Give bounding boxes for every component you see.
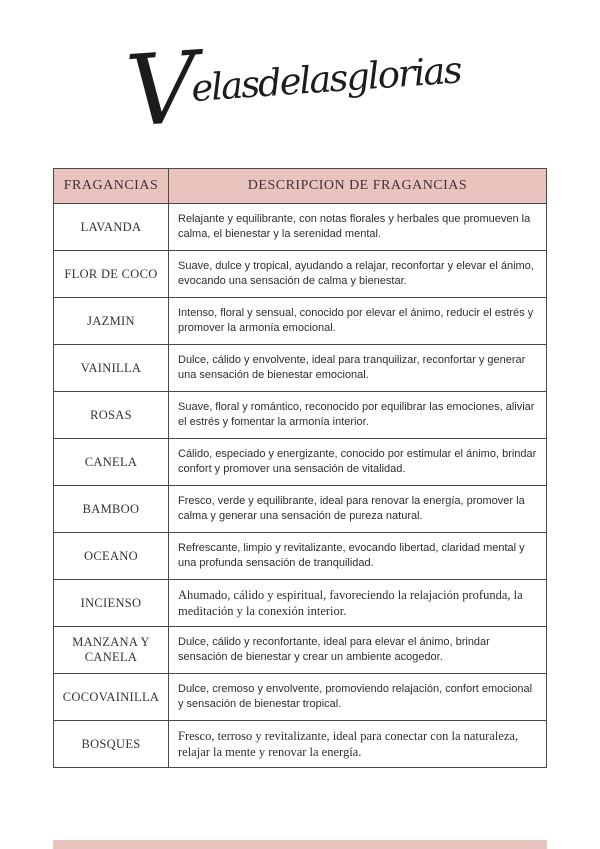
brand-logo: [122, 6, 464, 151]
fragrance-description: Dulce, cálido y envolvente, ideal para tranquilizar, reconfortar y generar una sensación de bienestar emocional.: [169, 345, 547, 392]
fragrance-name: COCOVAINILLA: [54, 674, 169, 721]
table-row: [54, 298, 547, 345]
table-row: [54, 439, 547, 486]
fragrance-table-container: [53, 168, 547, 768]
table-row: [54, 533, 547, 580]
fragrance-name: INCIENSO: [54, 580, 169, 627]
header-row: [54, 169, 547, 204]
brand-logo-initial: V: [122, 31, 196, 150]
fragrance-name: CANELA: [54, 439, 169, 486]
fragrance-name: FLOR DE COCO: [54, 251, 169, 298]
header-fragancias: FRAGANCIAS: [54, 169, 169, 204]
fragrance-description: Refrescante, limpio y revitalizante, evocando libertad, claridad mental y una profunda sensación de tranquilidad.: [169, 533, 547, 580]
fragrance-name: MANZANA Y CANELA: [54, 627, 169, 674]
table-row: [54, 486, 547, 533]
fragrance-description: Relajante y equilibrante, con notas florales y herbales que promueven la calma, el bienestar y la serenidad mental.: [169, 204, 547, 251]
fragrance-name: BAMBOO: [54, 486, 169, 533]
header-descripcion: DESCRIPCION DE FRAGANCIAS: [169, 169, 547, 204]
fragrance-description: Fresco, verde y equilibrante, ideal para renovar la energía, promover la calma y generar una sensación de pureza natural.: [169, 486, 547, 533]
table-row: [54, 674, 547, 721]
fragrance-name: LAVANDA: [54, 204, 169, 251]
fragrance-description: Dulce, cálido y reconfortante, ideal para elevar el ánimo, brindar sensación de bienestar y crear un ambiente acogedor.: [169, 627, 547, 674]
fragrance-description: Cálido, especiado y energizante, conocido por estimular el ánimo, brindar confort y promover una sensación de vitalidad.: [169, 439, 547, 486]
table-row: [54, 627, 547, 674]
fragrance-description: Dulce, cremoso y envolvente, promoviendo relajación, confort emocional y sensación de bienestar tropical.: [169, 674, 547, 721]
fragrance-description: Intenso, floral y sensual, conocido por elevar el ánimo, reducir el estrés y promover la armonía emocional.: [169, 298, 547, 345]
fragrance-name: ROSAS: [54, 392, 169, 439]
fragrance-table-body: [54, 204, 547, 768]
fragrance-description: Fresco, terroso y revitalizante, ideal para conectar con la naturaleza, relajar la mente y renovar la energía.: [169, 721, 547, 768]
brand-logo-text: elasdelasglorias: [189, 48, 462, 111]
fragrance-description: Suave, floral y romántico, reconocido por equilibrar las emociones, aliviar el estrés y fomentar la armonía interior.: [169, 392, 547, 439]
table-row: [54, 204, 547, 251]
table-row: [54, 251, 547, 298]
fragrance-description: Ahumado, cálido y espiritual, favoreciendo la relajación profunda, la meditación y la conexión interior.: [169, 580, 547, 627]
table-row: [54, 345, 547, 392]
fragrance-name: OCEANO: [54, 533, 169, 580]
table-row: [54, 580, 547, 627]
footer-accent-bar: [53, 840, 547, 849]
fragrance-table: [53, 168, 547, 768]
fragrance-description: Suave, dulce y tropical, ayudando a relajar, reconfortar y elevar el ánimo, evocando una sensación de calma y bienestar.: [169, 251, 547, 298]
table-row: [54, 721, 547, 768]
fragrance-table-header: [54, 169, 547, 204]
fragrance-name: JAZMIN: [54, 298, 169, 345]
table-row: [54, 392, 547, 439]
fragrance-name: VAINILLA: [54, 345, 169, 392]
fragrance-name: BOSQUES: [54, 721, 169, 768]
